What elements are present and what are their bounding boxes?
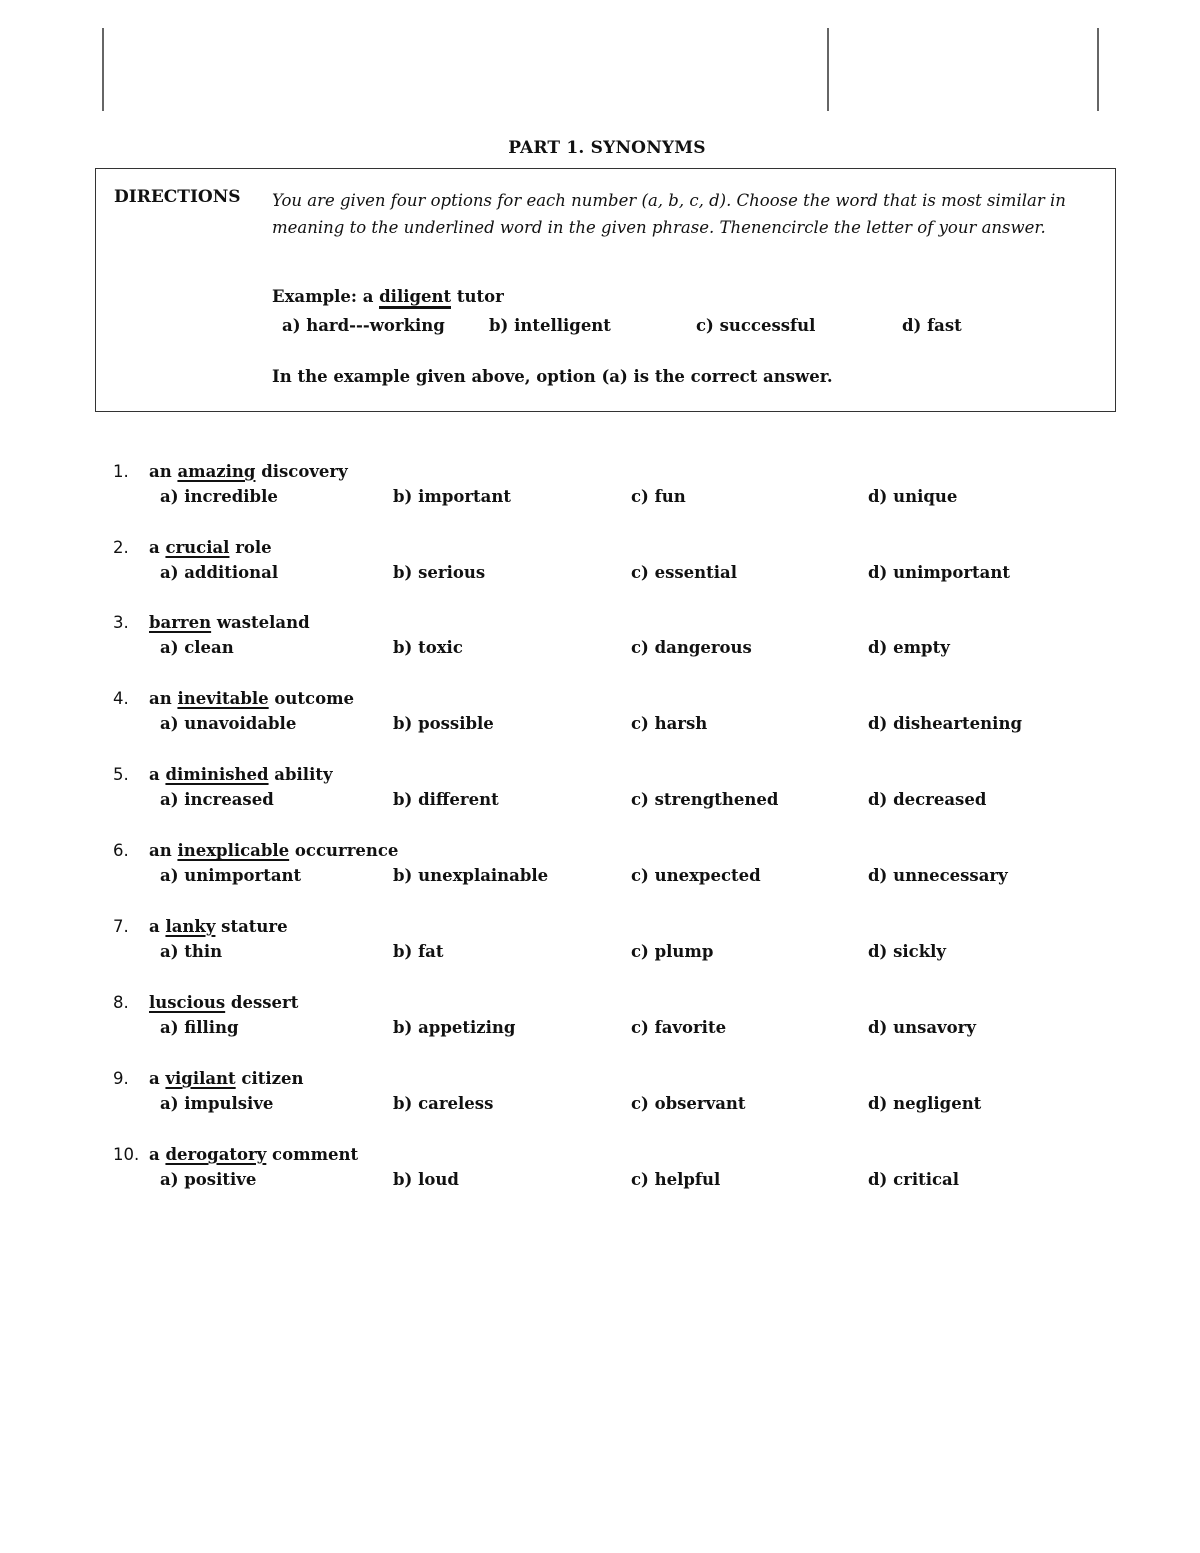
phrase-suffix: comment [266,1145,359,1164]
option-b[interactable]: b) different [393,790,499,809]
question-item [0,993,1200,1053]
option-a[interactable]: a) impulsive [160,1094,274,1113]
option-d[interactable]: d) decreased [868,790,987,809]
option-b[interactable]: b) possible [393,714,494,733]
directions-text: You are given four options for each number (a, b, c, d). Choose the word that is most similar in meaning to the underlined word in the given phrase. Thenencircle the letter of your answer. [272,191,1066,237]
option-c[interactable]: c) helpful [631,1170,721,1189]
question-number: 7. [113,917,129,936]
option-c[interactable]: c) strengthened [631,790,779,809]
question-item [0,613,1200,673]
example-option-c: c) successful [696,316,816,335]
question-number: 2. [113,538,129,557]
phrase-suffix: dessert [225,993,299,1012]
underlined-word: derogatory [165,1145,267,1164]
option-d[interactable]: d) unsavory [868,1018,976,1037]
option-b[interactable]: b) serious [393,563,486,582]
phrase-prefix: a [149,1069,166,1088]
underlined-word: inevitable [177,689,269,708]
page-title: PART 1. SYNONYMS [508,138,706,158]
directions-label: DIRECTIONS [114,187,241,207]
option-a[interactable]: a) unavoidable [160,714,297,733]
option-d[interactable]: d) unimportant [868,563,1010,582]
underlined-word: luscious [149,993,226,1012]
example-option-b: b) intelligent [489,316,611,335]
underlined-word: diminished [165,765,269,784]
question-number: 6. [113,841,129,860]
phrase-suffix: stature [215,917,288,936]
option-a[interactable]: a) thin [160,942,223,961]
question-item [0,1145,1200,1205]
question-number: 3. [113,613,129,632]
header-divider-right [1097,28,1099,111]
question-number: 9. [113,1069,129,1088]
directions-box [95,168,1116,412]
option-d[interactable]: d) disheartening [868,714,1022,733]
phrase-prefix: a [149,538,166,557]
option-d[interactable]: d) critical [868,1170,959,1189]
option-a[interactable]: a) incredible [160,487,278,506]
question-item [0,689,1200,749]
phrase-prefix: a [149,765,166,784]
option-b[interactable]: b) toxic [393,638,463,657]
underlined-word: inexplicable [177,841,290,860]
question-item [0,538,1200,598]
header-divider-middle [827,28,829,111]
question-number: 10. [113,1145,140,1164]
phrase-suffix: role [229,538,272,557]
option-c[interactable]: c) dangerous [631,638,752,657]
option-d[interactable]: d) unique [868,487,958,506]
question-phrase [149,1069,304,1088]
question-number: 5. [113,765,129,784]
question-number: 4. [113,689,129,708]
option-a[interactable]: a) positive [160,1170,257,1189]
question-number: 1. [113,462,129,481]
underlined-word: crucial [165,538,230,557]
phrase-prefix: an [149,841,178,860]
question-phrase [149,689,354,708]
option-d[interactable]: d) sickly [868,942,946,961]
option-d[interactable]: d) unnecessary [868,866,1008,885]
question-number: 8. [113,993,129,1012]
header-divider-left [102,28,104,111]
example-option-a: a) hard---working [282,316,445,335]
option-d[interactable]: d) empty [868,638,950,657]
option-c[interactable]: c) unexpected [631,866,761,885]
option-c[interactable]: c) essential [631,563,738,582]
underlined-word: amazing [177,462,256,481]
option-a[interactable]: a) additional [160,563,279,582]
phrase-suffix: outcome [268,689,355,708]
example-phrase [272,287,504,306]
option-b[interactable]: b) important [393,487,511,506]
option-b[interactable]: b) unexplainable [393,866,549,885]
question-item [0,841,1200,901]
option-c[interactable]: c) favorite [631,1018,727,1037]
question-phrase [149,462,348,481]
phrase-prefix: an [149,462,178,481]
phrase-prefix: a [149,917,166,936]
question-item [0,462,1200,522]
example-note: In the example given above, option (a) is the correct answer. [272,367,833,386]
question-item [0,765,1200,825]
phrase-prefix: a [149,1145,166,1164]
question-item [0,917,1200,977]
question-item [0,1069,1200,1129]
option-c[interactable]: c) fun [631,487,686,506]
option-a[interactable]: a) unimportant [160,866,302,885]
option-a[interactable]: a) filling [160,1018,239,1037]
phrase-suffix: wasteland [211,613,310,632]
question-phrase [149,841,398,860]
option-b[interactable]: b) loud [393,1170,459,1189]
option-c[interactable]: c) harsh [631,714,708,733]
example-suffix: tutor [451,287,504,306]
example-option-d: d) fast [902,316,962,335]
question-phrase [149,613,310,632]
phrase-suffix: ability [268,765,333,784]
phrase-suffix: citizen [235,1069,304,1088]
underlined-word: lanky [165,917,216,936]
question-phrase [149,993,298,1012]
option-b[interactable]: b) appetizing [393,1018,516,1037]
question-phrase [149,765,333,784]
question-phrase [149,538,272,557]
example-underlined-word: diligent [379,287,451,309]
option-b[interactable]: b) fat [393,942,444,961]
option-b[interactable]: b) careless [393,1094,494,1113]
question-phrase [149,917,288,936]
option-c[interactable]: c) plump [631,942,714,961]
option-a[interactable]: a) increased [160,790,274,809]
phrase-suffix: occurrence [289,841,399,860]
underlined-word: barren [149,613,212,632]
question-phrase [149,1145,358,1164]
phrase-prefix: an [149,689,178,708]
option-d[interactable]: d) negligent [868,1094,982,1113]
option-c[interactable]: c) observant [631,1094,746,1113]
phrase-suffix: discovery [255,462,348,481]
example-prefix: Example: a [272,287,380,306]
option-a[interactable]: a) clean [160,638,234,657]
underlined-word: vigilant [165,1069,236,1088]
